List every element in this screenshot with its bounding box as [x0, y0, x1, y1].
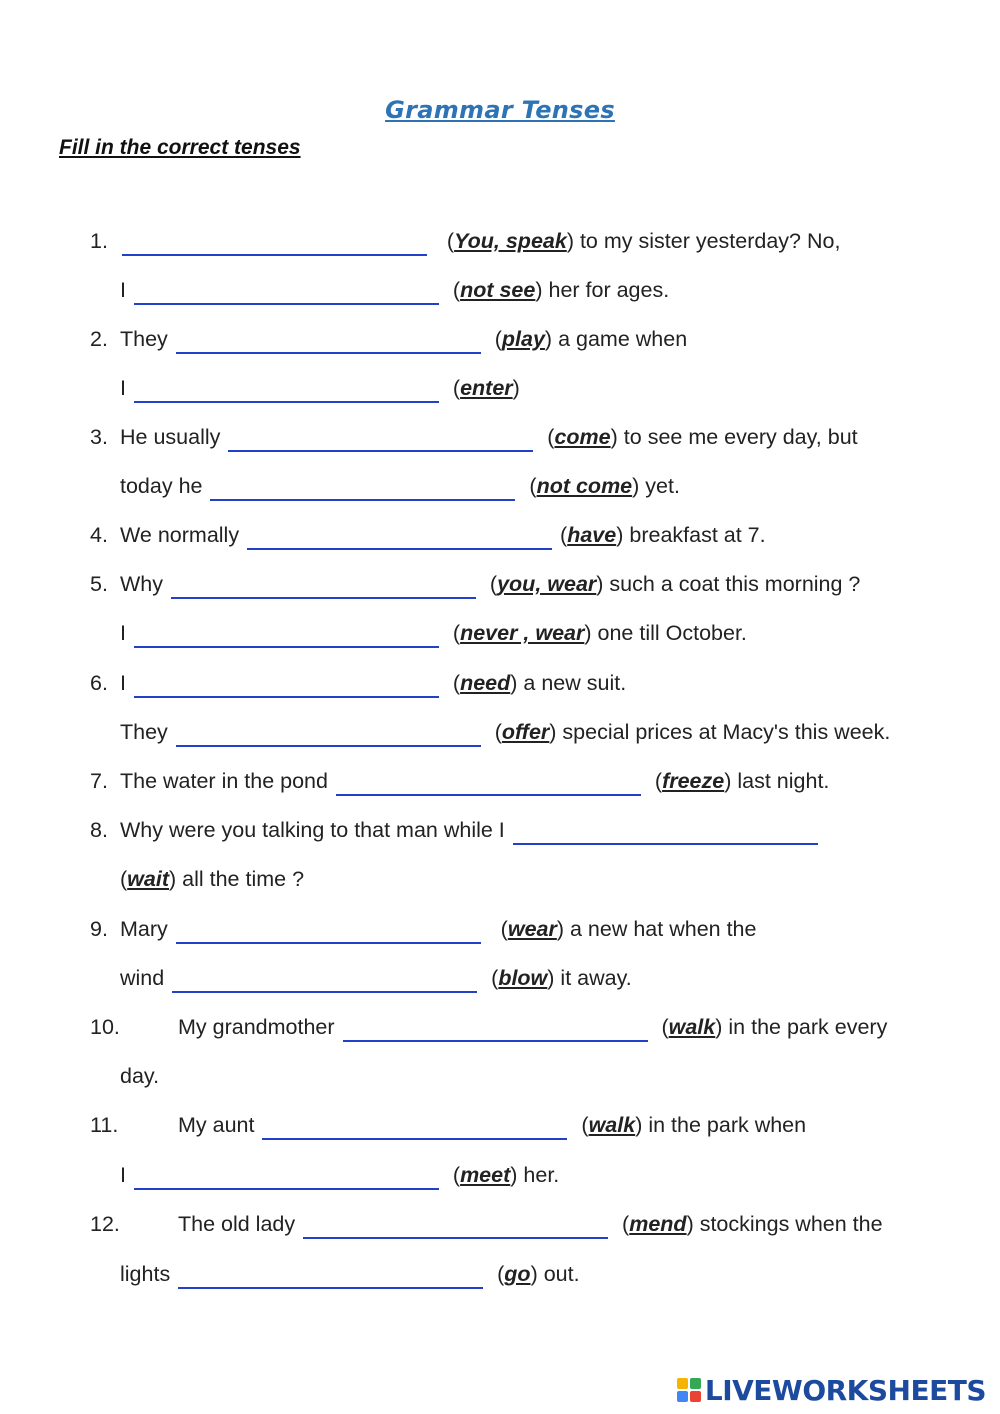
line-text: I: [120, 671, 132, 695]
exercise-10-line-1: 10. My grandmother (walk) in the park every: [90, 1012, 887, 1042]
line-text: day.: [120, 1064, 160, 1088]
line-text: The old lady: [178, 1212, 302, 1236]
line-text: a new hat when the: [564, 917, 757, 941]
answer-blank[interactable]: [513, 815, 818, 845]
line-text: wind: [120, 966, 171, 990]
exercise-7-line-1: 7. The water in the pond (freeze) last night.: [90, 766, 829, 796]
line-text: today he: [120, 474, 209, 498]
exercise-2-line-1: 2. They (play) a game when: [90, 324, 687, 354]
verb-hint: walk: [668, 1015, 716, 1039]
answer-blank[interactable]: [247, 520, 552, 550]
item-number: 7.: [90, 769, 108, 793]
verb-hint: never , wear: [460, 621, 585, 645]
exercise-2-line-2: I (enter): [90, 373, 520, 403]
exercise-10-line-2: [90, 1061, 159, 1091]
item-number: 9.: [90, 917, 108, 941]
exercise-4-line-1: 4. We normally (have) breakfast at 7.: [90, 520, 766, 550]
exercise-8-line-2: (wait) all the time ?: [120, 867, 305, 891]
verb-hint: come: [554, 425, 611, 449]
exercise-6-line-2: They (offer) special prices at Macy's this week.: [90, 717, 890, 747]
answer-blank[interactable]: [134, 668, 439, 698]
answer-blank[interactable]: [336, 766, 641, 796]
answer-blank[interactable]: [262, 1110, 567, 1140]
line-text: to see me every day, but: [617, 425, 858, 449]
item-number: 5.: [90, 572, 108, 596]
item-number: 8.: [90, 818, 108, 842]
exercise-9-line-2: wind (blow) it away.: [90, 963, 632, 993]
line-text: special prices at Macy's this week.: [556, 720, 891, 744]
line-text: a game when: [552, 327, 688, 351]
exercise-11-line-2: I (meet) her.: [90, 1160, 559, 1190]
verb-hint: You, speak: [454, 229, 567, 253]
verb-hint: not see: [460, 278, 536, 302]
line-text: yet.: [639, 474, 680, 498]
answer-blank[interactable]: [303, 1209, 608, 1239]
line-text: stockings when the: [693, 1212, 883, 1236]
answer-blank[interactable]: [134, 275, 439, 305]
line-text: out.: [537, 1262, 580, 1286]
item-number: 12.: [90, 1212, 120, 1236]
line-text: all the time ?: [176, 867, 305, 891]
item-number: 10.: [90, 1015, 120, 1039]
line-text: in the park every: [722, 1015, 888, 1039]
line-text: lights: [120, 1262, 177, 1286]
line-text: My aunt: [178, 1113, 261, 1137]
line-text: I: [120, 1163, 132, 1187]
line-text: We normally: [120, 523, 246, 547]
exercise-3-line-1: 3. He usually (come) to see me every day, but: [90, 422, 858, 452]
answer-blank[interactable]: [228, 422, 533, 452]
line-text: breakfast at 7.: [623, 523, 766, 547]
answer-blank[interactable]: [134, 373, 439, 403]
verb-hint: you, wear: [497, 572, 597, 596]
line-text: her.: [517, 1163, 560, 1187]
verb-hint: offer: [501, 720, 550, 744]
line-text: last night.: [731, 769, 830, 793]
verb-hint: freeze: [662, 769, 725, 793]
item-number: 6.: [90, 671, 108, 695]
liveworksheets-logo-icon: [677, 1378, 701, 1402]
line-text: it away.: [554, 966, 632, 990]
exercise-5-line-1: 5. Why (you, wear) such a coat this morning ?: [90, 569, 860, 599]
answer-blank[interactable]: [122, 226, 427, 256]
answer-blank[interactable]: [176, 324, 481, 354]
exercise-3-line-2: today he (not come) yet.: [90, 471, 680, 501]
line-text: her for ages.: [542, 278, 670, 302]
item-number: 3.: [90, 425, 108, 449]
item-number: 1.: [90, 229, 108, 253]
answer-blank[interactable]: [172, 963, 477, 993]
line-text: one till October.: [591, 621, 747, 645]
line-text: My grandmother: [178, 1015, 341, 1039]
line-text: Why were you talking to that man while I: [120, 818, 511, 842]
verb-hint: wear: [507, 917, 557, 941]
line-text: I: [120, 621, 132, 645]
answer-blank[interactable]: [210, 471, 515, 501]
answer-blank[interactable]: [176, 914, 481, 944]
answer-blank[interactable]: [178, 1259, 483, 1289]
line-text: in the park when: [642, 1113, 807, 1137]
exercise-1-line-2: I (not see) her for ages.: [90, 275, 669, 305]
line-text: The water in the pond: [120, 769, 334, 793]
exercise-9-line-1: 9. Mary (wear) a new hat when the: [90, 914, 756, 944]
liveworksheets-logo: [677, 1374, 986, 1406]
answer-blank[interactable]: [134, 618, 439, 648]
line-text: Why: [120, 572, 169, 596]
verb-hint: blow: [498, 966, 548, 990]
exercise-11-line-1: 11. My aunt (walk) in the park when: [90, 1110, 806, 1140]
answer-blank[interactable]: [134, 1160, 439, 1190]
verb-hint: meet: [460, 1163, 511, 1187]
instruction-heading: Fill in the correct tenses: [59, 136, 301, 159]
line-text: to my sister yesterday? No,: [579, 229, 841, 253]
item-number: 2.: [90, 327, 108, 351]
line-text: They: [120, 720, 174, 744]
line-text: I: [120, 376, 132, 400]
verb-hint: enter: [460, 376, 513, 400]
exercise-1-line-1: 1. (You, speak) to my sister yesterday? No,: [90, 226, 840, 256]
line-text: a new suit.: [517, 671, 627, 695]
exercise-12-line-1: 12. The old lady (mend) stockings when the: [90, 1209, 883, 1239]
line-text: They: [120, 327, 174, 351]
line-text: Mary: [120, 917, 174, 941]
answer-blank[interactable]: [176, 717, 481, 747]
exercise-12-line-2: lights (go) out.: [90, 1259, 580, 1289]
verb-hint: not come: [536, 474, 633, 498]
verb-hint: walk: [588, 1113, 636, 1137]
exercise-8-line-1: [90, 815, 820, 845]
verb-hint: play: [501, 327, 545, 351]
worksheet-title: Grammar Tenses: [385, 96, 615, 124]
item-number: 11.: [90, 1113, 119, 1137]
verb-hint: have: [567, 523, 617, 547]
line-text: such a coat this morning ?: [603, 572, 861, 596]
line-text: I: [120, 278, 132, 302]
line-text: He usually: [120, 425, 227, 449]
verb-hint: go: [504, 1262, 531, 1286]
brand-name: LIVEWORKSHEETS: [704, 1373, 986, 1407]
exercise-6-line-1: 6. I (need) a new suit.: [90, 668, 626, 698]
answer-blank[interactable]: [171, 569, 476, 599]
verb-hint: wait: [127, 867, 169, 891]
answer-blank[interactable]: [343, 1012, 648, 1042]
exercise-5-line-2: I (never , wear) one till October.: [90, 618, 747, 648]
verb-hint: mend: [629, 1212, 687, 1236]
verb-hint: need: [460, 671, 511, 695]
item-number: 4.: [90, 523, 108, 547]
